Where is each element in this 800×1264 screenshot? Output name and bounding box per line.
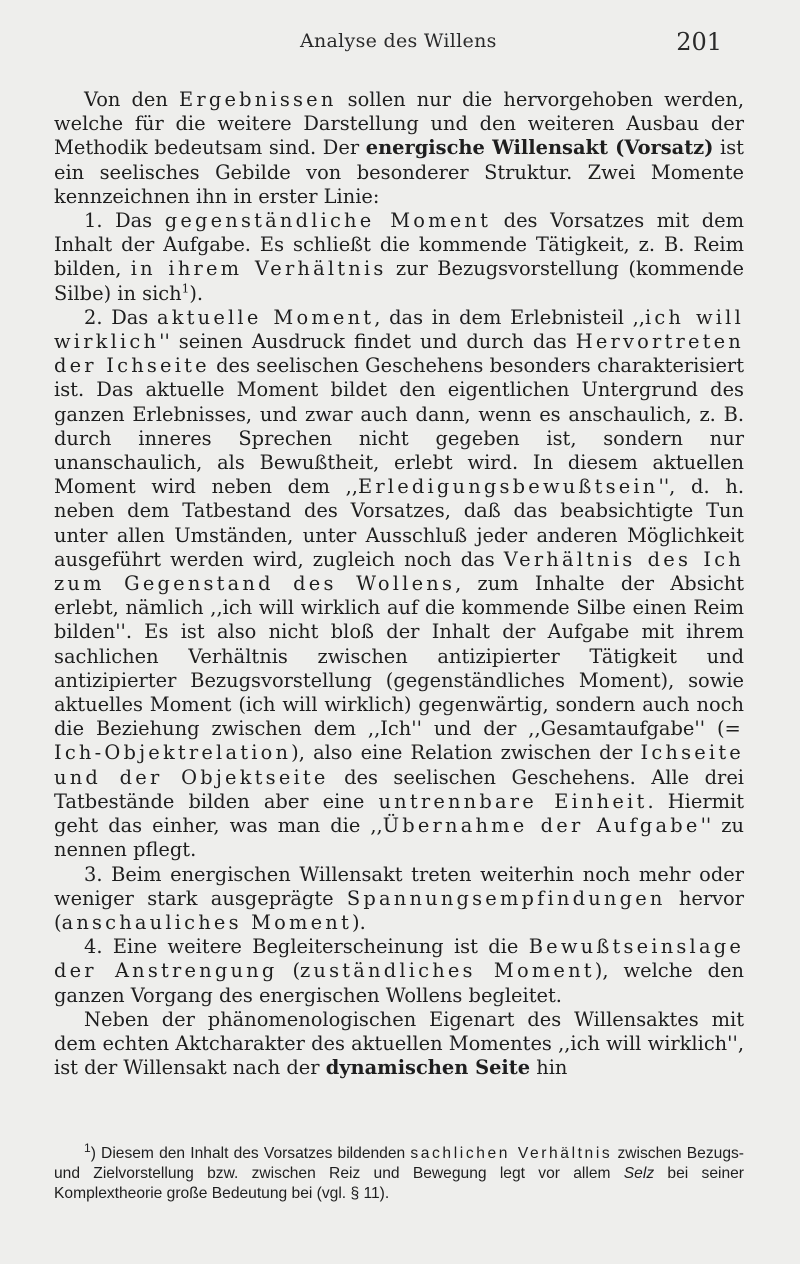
paragraph-item-3 <box>54 863 744 936</box>
spaced-emphasis: gegenständliche Moment <box>164 209 492 233</box>
text-run: des Vorsatzes mit dem Inhalt der Aufgabe. Es schließt die kommende Tätigkeit, z. B. Reim bilden, <box>54 209 745 281</box>
paragraph-item-1 <box>54 209 744 306</box>
text-run: zwischen Bezugs- und Zielvorstellung bzw. zwischen Reiz und Bewegung legt vor allem <box>54 1145 744 1182</box>
bold-emphasis: dynamischen Seite <box>325 1056 531 1080</box>
bold-emphasis: energische Willensakt (Vorsatz) <box>365 136 714 160</box>
text-run: ), also eine Relation zwischen der <box>291 741 641 765</box>
text-run: '' seinen Ausdruck findet und durch das <box>159 330 576 354</box>
text-run: '' zu nennen pflegt. <box>54 814 744 862</box>
spaced-emphasis: ich will wirklich <box>54 305 744 354</box>
text-run: ). <box>352 910 366 934</box>
spaced-emphasis: Verhältnis des Ich zum Gegenstand des Wollens <box>54 547 744 596</box>
text-run: , zum Inhalte der Absicht erlebt, nämlich ,,ich will wirklich auf die kommende Silbe einen Reim bilden''. Es ist also nicht bloß der Inhalt der Aufgabe mit ihrem sachlichen Verhältnis zwischen antizipierter Tätigkeit und antizipierter Bezugsvorstellung (gegenständliches Moment), sowie aktuelles Moment (ich will wirklich) gegenwärtig, sondern auch noch die Beziehung zwischen dem ,,Ich'' und der ,,Gesamtaufgabe'' ( <box>54 572 744 741</box>
text-run: ), welche den ganzen Vorgang des energischen Wollens begleitet. <box>54 959 744 1007</box>
text-run: sollen nur die hervorgehoben werden, welche für die weitere Darstellung und den weiteren Ausbau der Methodik bedeutsam sind. Der <box>54 88 744 160</box>
text-run: ist ein seelisches Gebilde von besonderer Struktur. Zwei Momente kennzeichnen ihn in erster Linie: <box>54 136 744 208</box>
text-run: hervor ( <box>54 886 745 934</box>
spaced-emphasis: Erledigungsbewußtsein <box>357 475 659 499</box>
text-run: des seelischen Geschehens besonders charakterisiert ist. Das aktuelle Moment bildet den eigentlichen Untergrund des ganzen Erlebnisses, und zwar auch dann, wenn es anschaulich, z. B. durch inneres Sprechen nicht gegeben ist, sondern nur unanschaulich, als Bewußtheit, erlebt wird. In diesem aktuellen Moment wird neben dem ,, <box>54 354 744 499</box>
text-run: 3. Beim energischen Willensakt treten weiterhin noch mehr oder weniger stark ausgeprägte <box>54 862 744 910</box>
paragraph-dynamic <box>54 1008 744 1081</box>
spaced-emphasis: aktuelle Moment <box>156 305 375 329</box>
spaced-emphasis: Bewußtseinslage der Anstrengung <box>54 935 744 983</box>
text-run: '', d. h. neben dem Tatbestand des Vorsatzes, daß das beabsichtigte Tun unter allen Umständen, unter Ausschluß jeder anderen Möglichkeit ausgeführt werden wird, zugleich noch das <box>54 475 744 571</box>
spaced-emphasis: = Ich-Objektrelation <box>54 717 744 765</box>
spaced-emphasis: anschauliches Moment <box>61 910 352 934</box>
running-title: Analyse des Willens <box>300 30 497 52</box>
text-run: 2. Das <box>84 305 157 329</box>
text-run: ). <box>189 281 204 305</box>
spaced-emphasis: Spannungsempfindungen <box>346 886 666 910</box>
spaced-emphasis: Ergebnissen <box>179 88 337 111</box>
text-run: ) Diesem den Inhalt des Vorsatzes bildenden <box>90 1145 411 1162</box>
text-run: , das in dem Erlebnisteil ,, <box>374 305 645 329</box>
text-run: 4. Eine weitere Begleiterscheinung ist die <box>84 935 529 959</box>
main-text <box>54 88 744 1080</box>
text-run: hin <box>530 1056 568 1080</box>
text-run: zur Bezugsvorstellung (kommende Silbe) in sich <box>54 257 744 305</box>
text-run: des seelischen Geschehens. Alle drei Tatbestände bilden aber eine <box>54 765 744 813</box>
spaced-emphasis: in ihrem Verhältnis <box>130 257 387 281</box>
spaced-emphasis: Übernahme der Aufgabe <box>382 814 701 838</box>
text-run: . Hiermit geht das einher, was man die ,, <box>54 789 744 838</box>
page-number: 201 <box>676 28 722 56</box>
text-run: bei seiner Komplextheorie große Bedeutung bei (vgl. § 11). <box>54 1165 744 1202</box>
footnote-area <box>54 1140 744 1204</box>
spaced-emphasis: Ichseite und der Objektseite <box>54 741 744 789</box>
text-run: Neben der phänomenologischen Eigenart des Willensaktes mit dem echten Aktcharakter des aktuellen Momentes ,,ich will wirklich'', ist der Willensakt nach der <box>54 1007 744 1080</box>
text-run: Von den <box>84 88 180 111</box>
text-run: ( <box>277 959 301 983</box>
footnote-reference[interactable]: 1 <box>181 281 190 296</box>
spaced-emphasis: sachlichen Verhältnis <box>410 1145 613 1162</box>
text-run: 1. Das <box>84 209 165 233</box>
footnote-marker: 1 <box>84 1140 91 1155</box>
paragraph-intro <box>54 88 744 209</box>
paragraph-item-4 <box>54 935 744 1008</box>
spaced-emphasis: zuständliches Moment <box>300 959 595 983</box>
paragraph-item-2 <box>54 306 744 863</box>
spaced-emphasis: Hervortreten der Ichseite <box>54 330 744 378</box>
author-name: Selz <box>623 1165 655 1182</box>
footnote-1 <box>54 1140 744 1204</box>
spaced-emphasis: untrennbare Einheit <box>378 789 648 813</box>
